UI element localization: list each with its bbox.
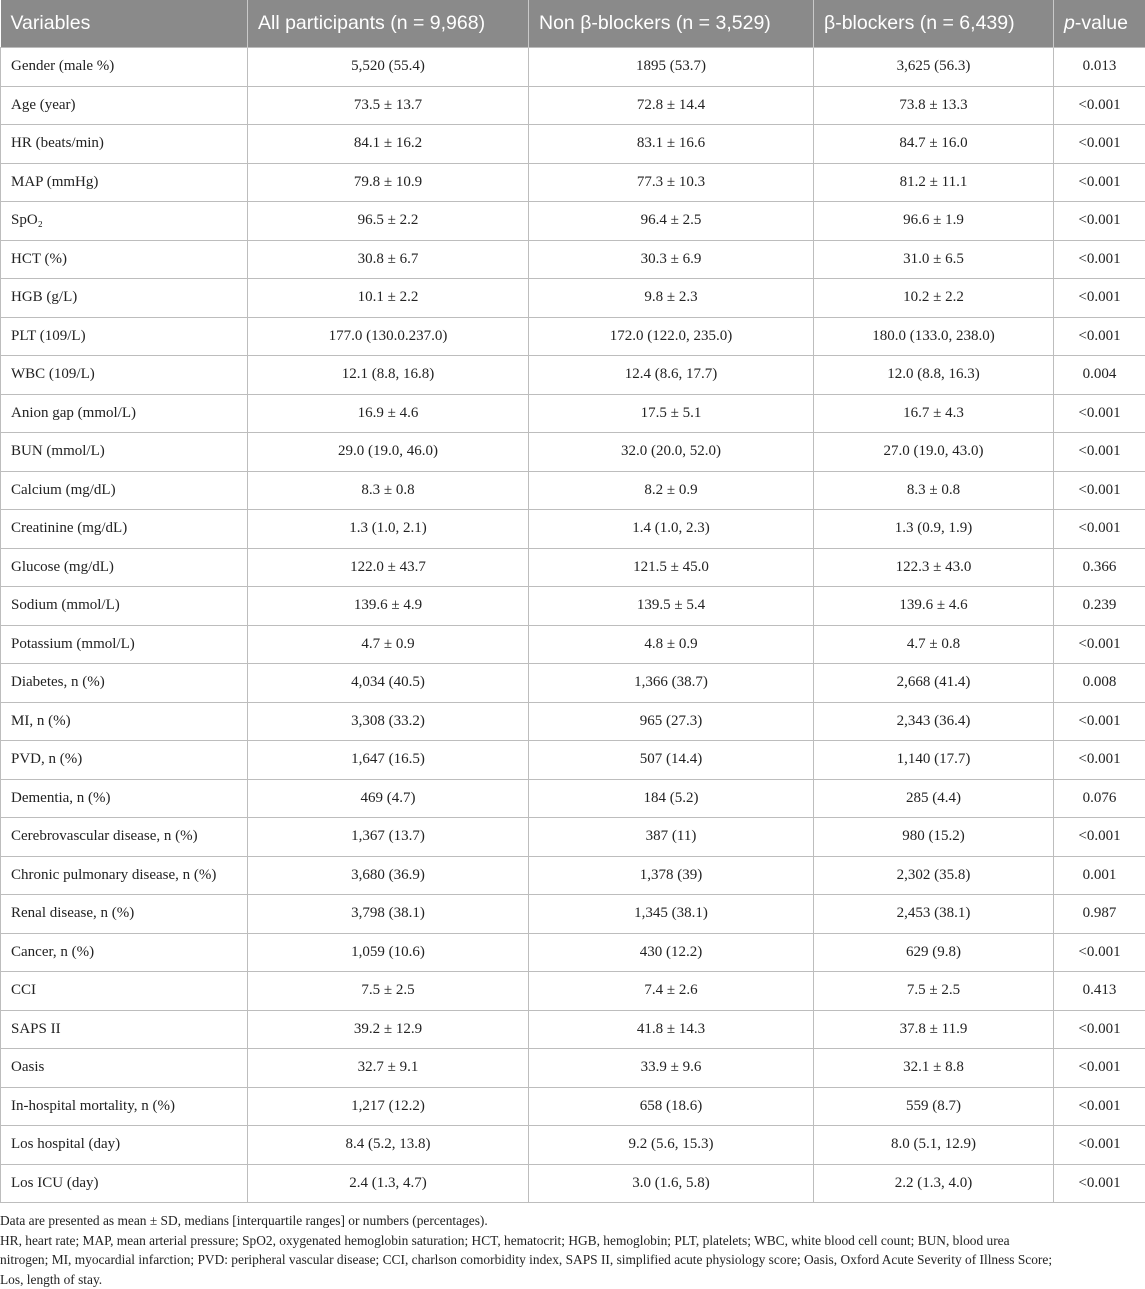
- table-row: [1, 125, 1145, 164]
- p-value-cell: <0.001: [1054, 818, 1145, 857]
- table-row: [1, 510, 1145, 549]
- variable-cell: SpO₂: [1, 202, 248, 241]
- beta-blockers-cell: 12.0 (8.8, 16.3): [814, 356, 1054, 395]
- beta-blockers-cell: 96.6 ± 1.9: [814, 202, 1054, 241]
- non-beta-blockers-cell: 33.9 ± 9.6: [529, 1049, 814, 1088]
- non-beta-blockers-cell: 172.0 (122.0, 235.0): [529, 317, 814, 356]
- table-row: [1, 818, 1145, 857]
- all-participants-cell: 32.7 ± 9.1: [248, 1049, 529, 1088]
- beta-blockers-cell: 2.2 (1.3, 4.0): [814, 1164, 1054, 1203]
- non-beta-blockers-cell: 184 (5.2): [529, 779, 814, 818]
- variable-cell: Cerebrovascular disease, n (%): [1, 818, 248, 857]
- all-participants-cell: 4.7 ± 0.9: [248, 625, 529, 664]
- variable-cell: Dementia, n (%): [1, 779, 248, 818]
- variable-cell: In-hospital mortality, n (%): [1, 1087, 248, 1126]
- all-participants-cell: 1,059 (10.6): [248, 933, 529, 972]
- variable-cell: MAP (mmHg): [1, 163, 248, 202]
- p-value-cell: 0.987: [1054, 895, 1145, 934]
- p-value-cell: 0.366: [1054, 548, 1145, 587]
- beta-blockers-cell: 2,453 (38.1): [814, 895, 1054, 934]
- p-value-cell: <0.001: [1054, 1164, 1145, 1203]
- table-row: [1, 317, 1145, 356]
- p-value-cell: <0.001: [1054, 510, 1145, 549]
- all-participants-cell: 3,680 (36.9): [248, 856, 529, 895]
- p-value-cell: <0.001: [1054, 240, 1145, 279]
- table-row: [1, 1087, 1145, 1126]
- non-beta-blockers-cell: 83.1 ± 16.6: [529, 125, 814, 164]
- non-beta-blockers-cell: 139.5 ± 5.4: [529, 587, 814, 626]
- beta-blockers-cell: 285 (4.4): [814, 779, 1054, 818]
- beta-blockers-cell: 980 (15.2): [814, 818, 1054, 857]
- all-participants-cell: 177.0 (130.0.237.0): [248, 317, 529, 356]
- p-value-cell: <0.001: [1054, 741, 1145, 780]
- footnote-line: nitrogen; MI, myocardial infarction; PVD: peripheral vascular disease; CCI, charlson comorbidity index, SAPS II, simplified acute physiology score; Oasis, Oxford Acute Severity of Illness Score;: [0, 1252, 1053, 1267]
- header-beta-blockers: β-blockers (n = 6,439): [814, 0, 1054, 48]
- table-header: [1, 0, 1145, 48]
- variable-cell: PLT (109/L): [1, 317, 248, 356]
- non-beta-blockers-cell: 17.5 ± 5.1: [529, 394, 814, 433]
- header-p-italic: p: [1064, 12, 1075, 34]
- beta-blockers-cell: 8.0 (5.1, 12.9): [814, 1126, 1054, 1165]
- non-beta-blockers-cell: 4.8 ± 0.9: [529, 625, 814, 664]
- p-value-cell: <0.001: [1054, 1049, 1145, 1088]
- non-beta-blockers-cell: 658 (18.6): [529, 1087, 814, 1126]
- p-value-cell: <0.001: [1054, 625, 1145, 664]
- beta-blockers-cell: 629 (9.8): [814, 933, 1054, 972]
- variable-cell: HCT (%): [1, 240, 248, 279]
- variable-cell: Sodium (mmol/L): [1, 587, 248, 626]
- table-row: [1, 471, 1145, 510]
- table-row: [1, 356, 1145, 395]
- variable-cell: Potassium (mmol/L): [1, 625, 248, 664]
- variable-cell: Glucose (mg/dL): [1, 548, 248, 587]
- non-beta-blockers-cell: 8.2 ± 0.9: [529, 471, 814, 510]
- table-row: [1, 856, 1145, 895]
- all-participants-cell: 4,034 (40.5): [248, 664, 529, 703]
- non-beta-blockers-cell: 1.4 (1.0, 2.3): [529, 510, 814, 549]
- non-beta-blockers-cell: 30.3 ± 6.9: [529, 240, 814, 279]
- beta-blockers-cell: 81.2 ± 11.1: [814, 163, 1054, 202]
- variable-cell: SAPS II: [1, 1010, 248, 1049]
- table-row: [1, 548, 1145, 587]
- variable-cell: HGB (g/L): [1, 279, 248, 318]
- table-row: [1, 1049, 1145, 1088]
- beta-blockers-cell: 3,625 (56.3): [814, 48, 1054, 87]
- table-row: [1, 433, 1145, 472]
- p-value-cell: <0.001: [1054, 1126, 1145, 1165]
- variable-cell: Creatinine (mg/dL): [1, 510, 248, 549]
- table-row: [1, 163, 1145, 202]
- non-beta-blockers-cell: 121.5 ± 45.0: [529, 548, 814, 587]
- table-row: [1, 202, 1145, 241]
- non-beta-blockers-cell: 32.0 (20.0, 52.0): [529, 433, 814, 472]
- p-value-cell: 0.413: [1054, 972, 1145, 1011]
- beta-blockers-cell: 1,140 (17.7): [814, 741, 1054, 780]
- all-participants-cell: 1,647 (16.5): [248, 741, 529, 780]
- table-row: [1, 664, 1145, 703]
- header-row: [1, 0, 1145, 48]
- beta-blockers-cell: 2,343 (36.4): [814, 702, 1054, 741]
- variable-cell: Chronic pulmonary disease, n (%): [1, 856, 248, 895]
- table-row: [1, 394, 1145, 433]
- all-participants-cell: 30.8 ± 6.7: [248, 240, 529, 279]
- beta-blockers-cell: 84.7 ± 16.0: [814, 125, 1054, 164]
- variable-cell: Oasis: [1, 1049, 248, 1088]
- all-participants-cell: 39.2 ± 12.9: [248, 1010, 529, 1049]
- variable-cell: PVD, n (%): [1, 741, 248, 780]
- header-p-value: [1054, 0, 1145, 48]
- p-value-cell: 0.008: [1054, 664, 1145, 703]
- all-participants-cell: 139.6 ± 4.9: [248, 587, 529, 626]
- table-row: [1, 1164, 1145, 1203]
- all-participants-cell: 8.4 (5.2, 13.8): [248, 1126, 529, 1165]
- table-row: [1, 279, 1145, 318]
- non-beta-blockers-cell: 387 (11): [529, 818, 814, 857]
- all-participants-cell: 3,308 (33.2): [248, 702, 529, 741]
- all-participants-cell: 2.4 (1.3, 4.7): [248, 1164, 529, 1203]
- variable-cell: MI, n (%): [1, 702, 248, 741]
- all-participants-cell: 8.3 ± 0.8: [248, 471, 529, 510]
- table-row: [1, 625, 1145, 664]
- p-value-cell: 0.013: [1054, 48, 1145, 87]
- variable-cell: Age (year): [1, 86, 248, 125]
- table-row: [1, 972, 1145, 1011]
- variable-cell: Cancer, n (%): [1, 933, 248, 972]
- beta-blockers-cell: 2,668 (41.4): [814, 664, 1054, 703]
- p-value-cell: <0.001: [1054, 702, 1145, 741]
- beta-blockers-cell: 7.5 ± 2.5: [814, 972, 1054, 1011]
- p-value-cell: <0.001: [1054, 394, 1145, 433]
- beta-blockers-cell: 10.2 ± 2.2: [814, 279, 1054, 318]
- variable-cell: Anion gap (mmol/L): [1, 394, 248, 433]
- table-body: [1, 48, 1145, 1203]
- table-row: [1, 933, 1145, 972]
- non-beta-blockers-cell: 96.4 ± 2.5: [529, 202, 814, 241]
- all-participants-cell: 469 (4.7): [248, 779, 529, 818]
- variable-cell: Gender (male %): [1, 48, 248, 87]
- beta-blockers-cell: 31.0 ± 6.5: [814, 240, 1054, 279]
- non-beta-blockers-cell: 41.8 ± 14.3: [529, 1010, 814, 1049]
- all-participants-cell: 84.1 ± 16.2: [248, 125, 529, 164]
- variable-cell: CCI: [1, 972, 248, 1011]
- all-participants-cell: 7.5 ± 2.5: [248, 972, 529, 1011]
- non-beta-blockers-cell: 430 (12.2): [529, 933, 814, 972]
- p-value-cell: <0.001: [1054, 279, 1145, 318]
- beta-blockers-cell: 559 (8.7): [814, 1087, 1054, 1126]
- beta-blockers-cell: 139.6 ± 4.6: [814, 587, 1054, 626]
- table-footnotes: [0, 1203, 1145, 1289]
- footnote-line: Data are presented as mean ± SD, medians [interquartile ranges] or numbers (percentages).: [0, 1213, 488, 1228]
- non-beta-blockers-cell: 3.0 (1.6, 5.8): [529, 1164, 814, 1203]
- variable-cell: Renal disease, n (%): [1, 895, 248, 934]
- all-participants-cell: 73.5 ± 13.7: [248, 86, 529, 125]
- p-value-cell: <0.001: [1054, 317, 1145, 356]
- all-participants-cell: 12.1 (8.8, 16.8): [248, 356, 529, 395]
- all-participants-cell: 3,798 (38.1): [248, 895, 529, 934]
- header-p-suffix: -value: [1074, 12, 1128, 34]
- beta-blockers-cell: 27.0 (19.0, 43.0): [814, 433, 1054, 472]
- table-row: [1, 587, 1145, 626]
- all-participants-cell: 96.5 ± 2.2: [248, 202, 529, 241]
- table-row: [1, 1010, 1145, 1049]
- p-value-cell: 0.004: [1054, 356, 1145, 395]
- p-value-cell: 0.001: [1054, 856, 1145, 895]
- variable-cell: Diabetes, n (%): [1, 664, 248, 703]
- non-beta-blockers-cell: 507 (14.4): [529, 741, 814, 780]
- beta-blockers-cell: 180.0 (133.0, 238.0): [814, 317, 1054, 356]
- variable-cell: WBC (109/L): [1, 356, 248, 395]
- all-participants-cell: 79.8 ± 10.9: [248, 163, 529, 202]
- table-row: [1, 86, 1145, 125]
- non-beta-blockers-cell: 1,378 (39): [529, 856, 814, 895]
- all-participants-cell: 1.3 (1.0, 2.1): [248, 510, 529, 549]
- all-participants-cell: 1,217 (12.2): [248, 1087, 529, 1126]
- non-beta-blockers-cell: 965 (27.3): [529, 702, 814, 741]
- beta-blockers-cell: 4.7 ± 0.8: [814, 625, 1054, 664]
- all-participants-cell: 16.9 ± 4.6: [248, 394, 529, 433]
- table-row: [1, 741, 1145, 780]
- all-participants-cell: 122.0 ± 43.7: [248, 548, 529, 587]
- footnote-line: Los, length of stay.: [0, 1271, 103, 1287]
- all-participants-cell: 1,367 (13.7): [248, 818, 529, 857]
- p-value-cell: <0.001: [1054, 471, 1145, 510]
- non-beta-blockers-cell: 72.8 ± 14.4: [529, 86, 814, 125]
- non-beta-blockers-cell: 12.4 (8.6, 17.7): [529, 356, 814, 395]
- p-value-cell: <0.001: [1054, 933, 1145, 972]
- non-beta-blockers-cell: 9.8 ± 2.3: [529, 279, 814, 318]
- non-beta-blockers-cell: 1,345 (38.1): [529, 895, 814, 934]
- beta-blockers-cell: 8.3 ± 0.8: [814, 471, 1054, 510]
- variable-cell: BUN (mmol/L): [1, 433, 248, 472]
- variable-cell: Los hospital (day): [1, 1126, 248, 1165]
- non-beta-blockers-cell: 9.2 (5.6, 15.3): [529, 1126, 814, 1165]
- p-value-cell: <0.001: [1054, 1087, 1145, 1126]
- non-beta-blockers-cell: 7.4 ± 2.6: [529, 972, 814, 1011]
- table-row: [1, 240, 1145, 279]
- all-participants-cell: 29.0 (19.0, 46.0): [248, 433, 529, 472]
- variable-cell: HR (beats/min): [1, 125, 248, 164]
- table-row: [1, 1126, 1145, 1165]
- beta-blockers-cell: 1.3 (0.9, 1.9): [814, 510, 1054, 549]
- p-value-cell: <0.001: [1054, 86, 1145, 125]
- header-all-participants: All participants (n = 9,968): [248, 0, 529, 48]
- p-value-cell: 0.239: [1054, 587, 1145, 626]
- header-variables: Variables: [1, 0, 248, 48]
- p-value-cell: <0.001: [1054, 125, 1145, 164]
- non-beta-blockers-cell: 1895 (53.7): [529, 48, 814, 87]
- beta-blockers-cell: 37.8 ± 11.9: [814, 1010, 1054, 1049]
- non-beta-blockers-cell: 77.3 ± 10.3: [529, 163, 814, 202]
- table-row: [1, 48, 1145, 87]
- all-participants-cell: 10.1 ± 2.2: [248, 279, 529, 318]
- p-value-cell: <0.001: [1054, 433, 1145, 472]
- beta-blockers-cell: 2,302 (35.8): [814, 856, 1054, 895]
- non-beta-blockers-cell: 1,366 (38.7): [529, 664, 814, 703]
- beta-blockers-cell: 16.7 ± 4.3: [814, 394, 1054, 433]
- table-row: [1, 895, 1145, 934]
- variable-cell: Los ICU (day): [1, 1164, 248, 1203]
- table-row: [1, 779, 1145, 818]
- table-row: [1, 702, 1145, 741]
- p-value-cell: <0.001: [1054, 202, 1145, 241]
- header-non-beta-blockers: Non β-blockers (n = 3,529): [529, 0, 814, 48]
- footnote-line: HR, heart rate; MAP, mean arterial pressure; SpO2, oxygenated hemoglobin saturation; HCT, hematocrit; HGB, hemoglobin; PLT, platelets; WBC, white blood cell count; BUN, blood urea: [0, 1232, 1010, 1248]
- all-participants-cell: 5,520 (55.4): [248, 48, 529, 87]
- p-value-cell: 0.076: [1054, 779, 1145, 818]
- beta-blockers-cell: 73.8 ± 13.3: [814, 86, 1054, 125]
- variable-cell: Calcium (mg/dL): [1, 471, 248, 510]
- p-value-cell: <0.001: [1054, 1010, 1145, 1049]
- beta-blockers-cell: 122.3 ± 43.0: [814, 548, 1054, 587]
- p-value-cell: <0.001: [1054, 163, 1145, 202]
- beta-blockers-cell: 32.1 ± 8.8: [814, 1049, 1054, 1088]
